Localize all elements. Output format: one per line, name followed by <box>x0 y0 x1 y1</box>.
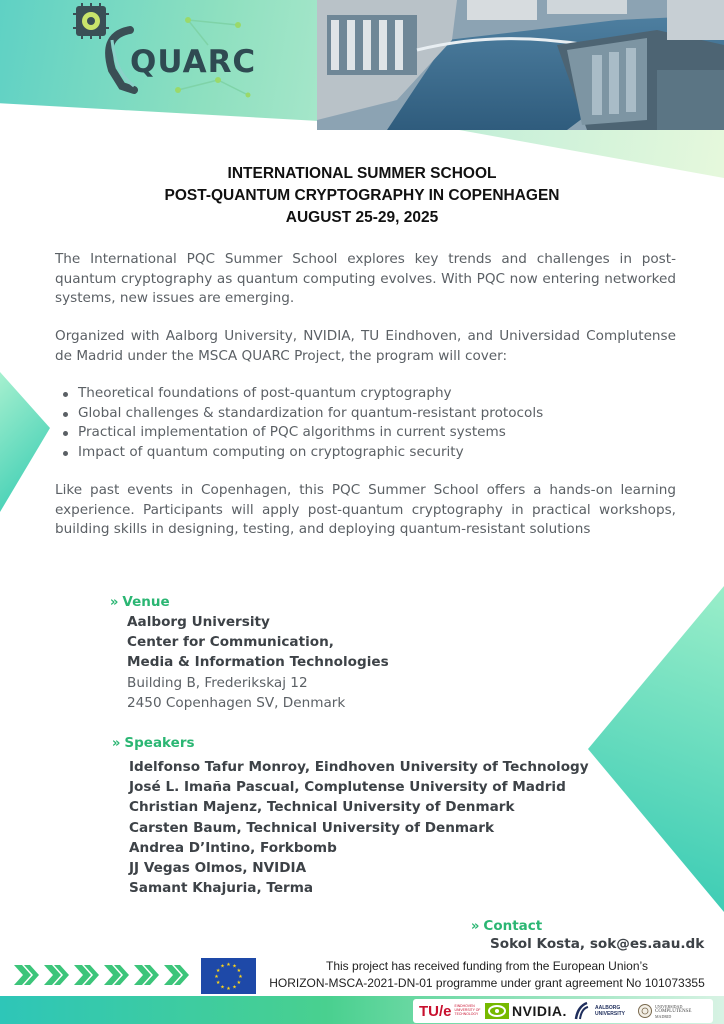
title-line-2: POST-QUANTUM CRYPTOGRAPHY IN COPENHAGEN <box>164 187 560 204</box>
topics-list <box>60 384 700 462</box>
svg-text:★: ★ <box>215 968 221 974</box>
tue-logo: TU/e EINDHOVEN UNIVERSITY OF TECHNOLOGY <box>419 1002 481 1020</box>
speakers-heading <box>112 735 195 751</box>
list-item: Global challenges & standardization for quantum-resistant protocols <box>60 404 700 424</box>
intro-paragraph-3: Like past events in Copenhagen, this PQC Summer School offers a hands-on learning experience. Participants will apply post-quantum cryptography in practical workshops, building skills in designing, testing, and deploying quantum-resistant solutions <box>55 482 676 537</box>
funding-line-1: This project has received funding from the European Union’s <box>326 959 648 973</box>
venue-line: Center for Communication, <box>127 634 334 651</box>
svg-text:★: ★ <box>238 974 243 980</box>
speaker-item: Carsten Baum, Technical University of Denmark <box>129 819 494 836</box>
speakers-heading-label: Speakers <box>124 735 195 751</box>
decorative-triangle-right <box>588 586 724 912</box>
speaker-item: José L. Imaña Pascual, Complutense University of Madrid <box>129 779 566 796</box>
funding-line-2: HORIZON-MSCA-2021-DN-01 programme under grant agreement No 101073355 <box>269 976 705 990</box>
svg-text:★: ★ <box>214 974 219 980</box>
funding-statement <box>262 958 712 992</box>
venue-line: 2450 Copenhagen SV, Denmark <box>127 694 346 711</box>
double-chevron-right-icon: » <box>471 919 480 934</box>
svg-text:★: ★ <box>232 963 237 970</box>
aalborg-logo: AALBORG UNIVERSITY <box>573 999 625 1023</box>
svg-text:★: ★ <box>215 980 221 986</box>
svg-text:★: ★ <box>220 984 225 991</box>
svg-text:★: ★ <box>226 962 231 968</box>
speaker-item: Idelfonso Tafur Monroy, Eindhoven University of Technology <box>129 759 589 775</box>
double-chevron-right-icon: » <box>112 736 121 751</box>
svg-text:★: ★ <box>236 968 242 974</box>
intro-paragraph-1: The International PQC Summer School explores key trends and challenges in post-quantum cryptography as quantum computing evolves. With PQC now entering networked systems, new issues are emerging. <box>55 251 676 306</box>
eu-flag-icon <box>201 958 256 994</box>
nvidia-logo: NVIDIA. <box>485 999 567 1023</box>
speaker-item: Christian Majenz, Technical University of Denmark <box>129 799 515 816</box>
aalborg-wave-icon <box>573 1001 589 1021</box>
copenhagen-harbour-photo <box>317 0 724 130</box>
venue-line: Media & Information Technologies <box>127 654 389 671</box>
intro-paragraph-2: Organized with Aalborg University, NVIDIA, TU Eindhoven, and Universidad Complutense de Madrid under the MSCA QUARC Project, the program will cover: <box>55 328 676 364</box>
title-line-1: INTERNATIONAL SUMMER SCHOOL <box>227 165 497 182</box>
decorative-arrows <box>12 962 192 988</box>
partner-logos <box>413 999 713 1023</box>
speaker-item: Andrea D’Intino, Forkbomb <box>129 839 337 856</box>
complutense-seal-icon <box>638 1003 652 1019</box>
speaker-item: Samant Khajuria, Terma <box>129 880 314 897</box>
contact-heading-label: Contact <box>483 918 543 934</box>
venue-line: Building B, Frederikskaj 12 <box>127 674 308 691</box>
svg-text:★: ★ <box>236 980 242 986</box>
venue-line: Aalborg University <box>127 614 270 630</box>
speakers-list <box>129 757 589 898</box>
venue-heading-label: Venue <box>122 594 170 610</box>
list-item: Practical implementation of PQC algorithms in current systems <box>60 423 700 443</box>
nvidia-eye-icon <box>485 1003 509 1019</box>
contact-heading <box>471 918 542 934</box>
double-chevron-right-icon: » <box>110 595 119 610</box>
contact-value: Sokol Kosta, sok@es.aau.dk <box>490 936 705 952</box>
list-item: Impact of quantum computing on cryptographic security <box>60 443 700 463</box>
svg-text:★: ★ <box>226 986 231 992</box>
venue-heading <box>110 594 170 610</box>
title-line-3: AUGUST 25-29, 2025 <box>285 209 439 226</box>
venue-block <box>127 612 389 713</box>
list-item: Theoretical foundations of post-quantum cryptography <box>60 384 700 404</box>
speaker-item: JJ Vegas Olmos, NVIDIA <box>129 860 307 877</box>
decorative-triangle-left <box>0 372 50 512</box>
svg-text:★: ★ <box>220 963 225 970</box>
quarc-logo-text: QUARC <box>130 44 257 80</box>
svg-text:★: ★ <box>232 984 237 991</box>
complutense-logo: UNIVERSIDAD COMPLUTENSE MADRID <box>638 999 691 1023</box>
